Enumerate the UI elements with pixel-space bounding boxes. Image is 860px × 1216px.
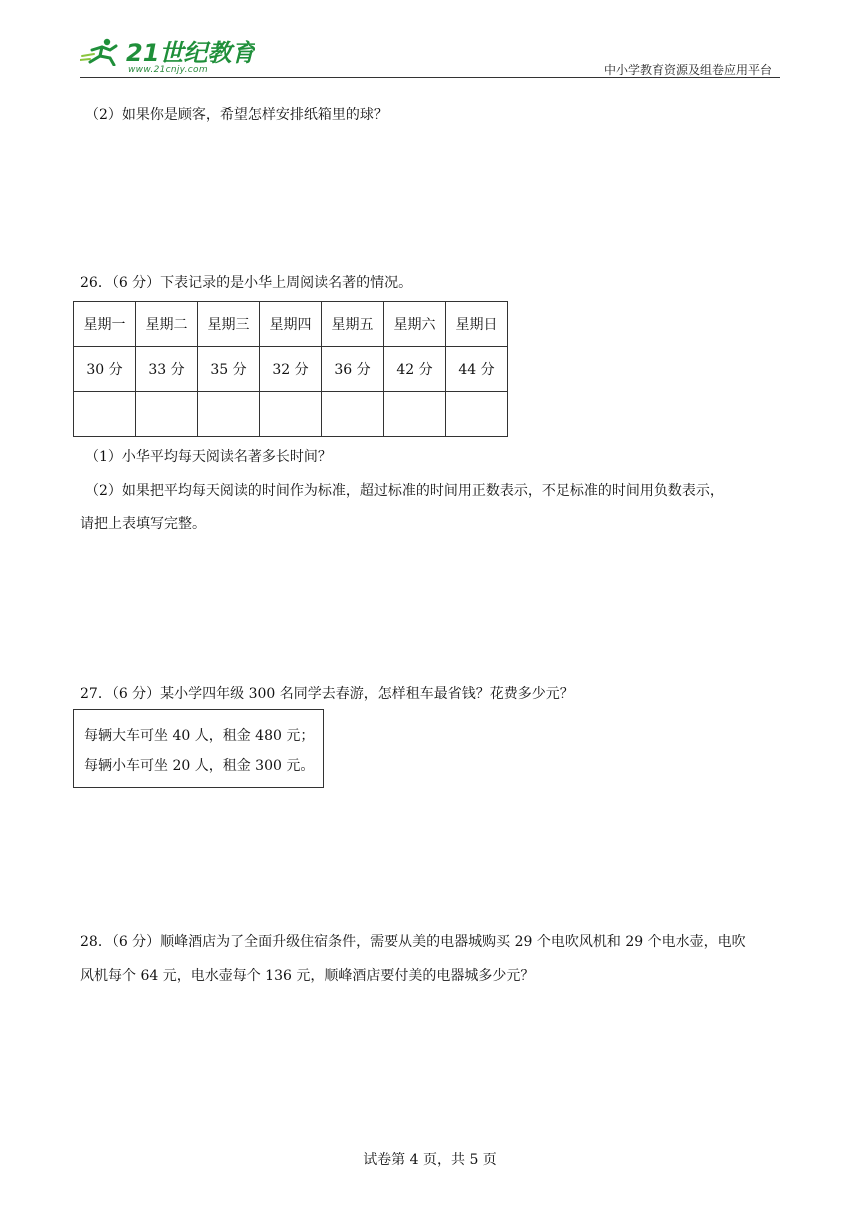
q26-part2-line1: （2）如果把平均每天阅读的时间作为标准，超过标准的时间用正数表示，不足标准的时间用负数表示， <box>85 483 724 499</box>
small-bus-price: 每辆小车可坐 20 人，租金 300 元。 <box>84 758 315 774</box>
table-cell-day: 星期四 <box>260 302 322 347</box>
runner-logo-icon <box>80 36 255 66</box>
table-cell-day: 星期五 <box>322 302 384 347</box>
table-cell-minutes: 44 分 <box>446 347 508 392</box>
logo-text: 21世纪教育 <box>126 39 255 66</box>
table-cell-day: 星期三 <box>198 302 260 347</box>
table-cell-blank[interactable] <box>384 392 446 437</box>
logo-url: www.21cnjy.com <box>128 65 208 75</box>
header-divider <box>80 77 780 78</box>
table-cell-blank[interactable] <box>260 392 322 437</box>
table-cell-minutes: 32 分 <box>260 347 322 392</box>
platform-name: 中小学教育资源及组卷应用平台 <box>603 63 772 77</box>
table-cell-minutes: 30 分 <box>74 347 136 392</box>
big-bus-price: 每辆大车可坐 40 人，租金 480 元； <box>84 728 315 744</box>
page-number: 试卷第 4 页，共 5 页 <box>363 1152 497 1168</box>
table-cell-minutes: 36 分 <box>322 347 384 392</box>
table-row-answer <box>74 392 508 437</box>
table-cell-blank[interactable] <box>74 392 136 437</box>
table-row-days <box>74 302 508 347</box>
q28-line1: 28．（6 分）顺峰酒店为了全面升级住宿条件，需要从美的电器城购买 29 个电吹风机和 29 个电水壶，电吹 <box>80 934 746 950</box>
reading-record-table <box>73 301 508 437</box>
q26-part1: （1）小华平均每天阅读名著多长时间？ <box>85 449 332 465</box>
table-cell-minutes: 35 分 <box>198 347 260 392</box>
table-cell-day: 星期二 <box>136 302 198 347</box>
table-cell-blank[interactable] <box>322 392 384 437</box>
rental-price-box <box>73 709 324 788</box>
table-cell-day: 星期日 <box>446 302 508 347</box>
table-row-minutes <box>74 347 508 392</box>
site-logo <box>80 36 255 78</box>
table-cell-day: 星期六 <box>384 302 446 347</box>
table-cell-blank[interactable] <box>446 392 508 437</box>
q27-title: 27．（6 分）某小学四年级 300 名同学去春游，怎样租车最省钱？花费多少元？ <box>80 686 574 702</box>
q26-title: 26．（6 分）下表记录的是小华上周阅读名著的情况。 <box>80 275 413 291</box>
table-cell-blank[interactable] <box>136 392 198 437</box>
q28-line2: 风机每个 64 元，电水壶每个 136 元，顺峰酒店要付美的电器城多少元？ <box>80 968 535 984</box>
table-cell-blank[interactable] <box>198 392 260 437</box>
q25-part2: （2）如果你是顾客，希望怎样安排纸箱里的球？ <box>85 107 388 123</box>
q26-part2-line2: 请把上表填写完整。 <box>80 516 206 532</box>
table-cell-minutes: 42 分 <box>384 347 446 392</box>
table-cell-minutes: 33 分 <box>136 347 198 392</box>
table-cell-day: 星期一 <box>74 302 136 347</box>
